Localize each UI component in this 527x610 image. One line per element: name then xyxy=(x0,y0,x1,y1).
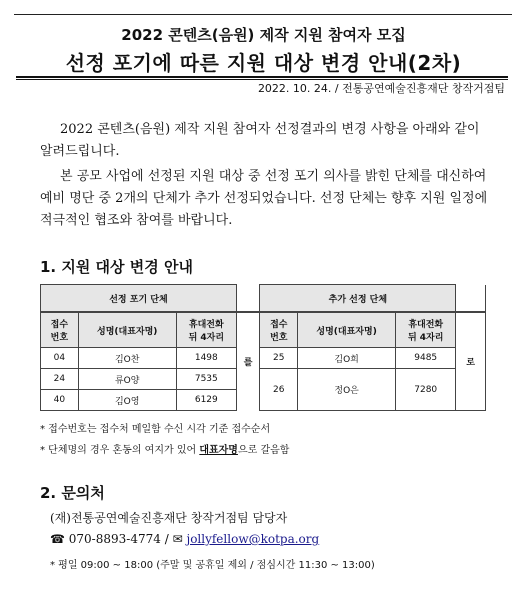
change-table xyxy=(40,284,486,411)
col-phone-right: 휴대전화 뒤 4자리 xyxy=(396,312,456,348)
col-no-right: 접수 번호 xyxy=(260,312,298,348)
section-heading-changes: 1. 지원 대상 변경 안내 xyxy=(40,258,193,276)
contact-line xyxy=(50,532,319,546)
arrow-label-right: 로 xyxy=(456,312,486,411)
col-name: 성명(대표자명) xyxy=(78,312,176,348)
date-line: 2022. 10. 24. / 전통공연예술진흥재단 창작거점팀 xyxy=(257,82,505,95)
intro-paragraph: 2022 콘텐츠(음원) 제작 지원 참여자 선정결과의 변경 사항을 아래와 같이 알려드립니다. xyxy=(40,122,480,159)
left-table-title: 선정 포기 단체 xyxy=(41,285,237,313)
title-rule xyxy=(16,76,508,78)
mail-icon: ✉ xyxy=(172,532,183,546)
contact-hours: * 평일 09:00 ~ 18:00 (주말 및 공휴일 제외 / 점심시간 11:30 ~ 13:00) xyxy=(50,560,375,571)
note-name: * 단체명의 경우 혼동의 여지가 있어 대표자명으로 갈음함 xyxy=(40,445,290,456)
detail-paragraph: 본 공모 사업에 선정된 지원 대상 중 선정 포기 의사를 밝힌 단체를 대신하여 예비 명단 중 2개의 단체가 추가 선정되었습니다. 선정 단체는 향후 지원 일정에 적극적인 협조와 참여를 바랍니다. xyxy=(40,169,488,228)
contact-phone: 070-8893-4774 xyxy=(68,532,161,546)
arrow-label: 를 xyxy=(236,312,259,411)
document-subtitle: 선정 포기에 따른 지원 대상 변경 안내(2차) xyxy=(65,51,462,75)
col-no: 접수 번호 xyxy=(41,312,79,348)
right-table-title: 추가 선정 단체 xyxy=(260,285,456,313)
table-row: 24 류O양 7535 26 정O은 7280 xyxy=(41,369,486,390)
col-phone: 휴대전화 뒤 4자리 xyxy=(176,312,236,348)
table-row: 40 김O영 6129 xyxy=(41,390,486,411)
section-heading-contact: 2. 문의처 xyxy=(40,484,105,502)
col-name-right: 성명(대표자명) xyxy=(298,312,396,348)
contact-email-link[interactable]: jollyfellow@kotpa.org xyxy=(186,532,320,546)
table-row: 04 김O찬 1498 25 김O희 9485 xyxy=(41,348,486,369)
phone-icon: ☎ xyxy=(50,532,65,546)
contact-separator: / xyxy=(164,532,169,546)
top-rule xyxy=(14,14,512,15)
note-registration: * 접수번호는 접수처 메일함 수신 시각 기준 접수순서 xyxy=(40,424,271,435)
contact-org: (재)전통공연예술진흥재단 창작거점팀 담당자 xyxy=(50,511,288,525)
document-title: 2022 콘텐츠(음원) 제작 지원 참여자 모집 xyxy=(121,26,406,44)
